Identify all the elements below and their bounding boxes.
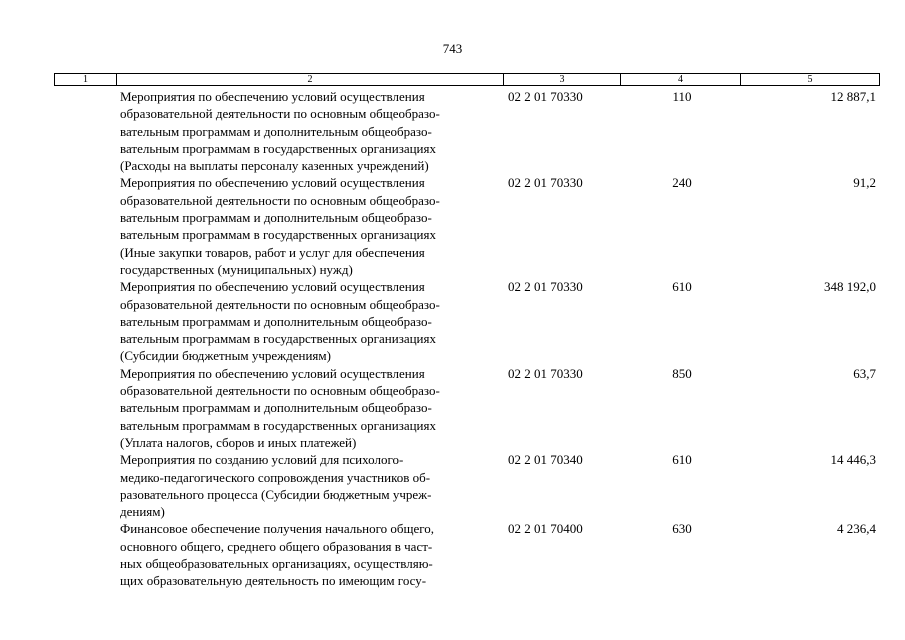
column-header-5: 5 xyxy=(740,74,879,85)
row-description: Мероприятия по обеспечению условий осуществления образовательной деятельности по основным общеобразо- вательным программам и дополнительным общеобразо- вательным программам в государственных организациях (Субсидии бюджетным учреждениям) xyxy=(120,279,440,364)
row-amount: 12 887,1 xyxy=(830,89,876,104)
row-description: Мероприятия по обеспечению условий осуществления образовательной деятельности по основным общеобразо- вательным программам и дополнительным общеобразо- вательным программам в государственных организациях (Уплата налогов, сборов и иных платежей) xyxy=(120,365,440,450)
row-code: 02 2 01 70400 xyxy=(508,521,583,537)
row-code: 02 2 01 70340 xyxy=(508,452,583,468)
table-header-row xyxy=(54,73,880,86)
row-code: 02 2 01 70330 xyxy=(508,89,583,104)
row-expense-type: 610 xyxy=(672,452,692,468)
page-number: 743 xyxy=(442,41,463,56)
table-row xyxy=(0,520,905,589)
column-header-2: 2 xyxy=(116,74,503,85)
table-row xyxy=(0,278,905,364)
row-code: 02 2 01 70330 xyxy=(508,279,583,295)
row-description: Финансовое обеспечение получения начального общего, основного общего, среднего общего образования в част- ных общеобразовательных организациях, осуществляю- щих образовательную деятельность по имеющим госу- xyxy=(120,521,434,589)
table-body xyxy=(0,88,905,590)
column-header-4: 4 xyxy=(620,74,740,85)
row-amount: 4 236,4 xyxy=(837,521,876,537)
row-expense-type: 630 xyxy=(672,521,692,537)
row-code: 02 2 01 70330 xyxy=(508,365,583,381)
row-expense-type: 850 xyxy=(672,365,692,381)
row-amount: 63,7 xyxy=(853,365,876,381)
column-header-1: 1 xyxy=(83,74,88,85)
row-code: 02 2 01 70330 xyxy=(508,175,583,191)
row-amount: 348 192,0 xyxy=(824,279,876,295)
table-row xyxy=(0,174,905,278)
table-row xyxy=(0,365,905,451)
row-expense-type: 240 xyxy=(672,175,692,191)
row-description: Мероприятия по обеспечению условий осуществления образовательной деятельности по основным общеобразо- вательным программам и дополнительным общеобразо- вательным программам в государственных организациях (Иные закупки товаров, работ и услуг для обеспечения государственных (муниципальных) нужд) xyxy=(120,175,440,277)
row-amount: 91,2 xyxy=(853,175,876,191)
row-amount: 14 446,3 xyxy=(830,452,876,468)
table-row xyxy=(0,451,905,520)
row-expense-type: 610 xyxy=(672,279,692,295)
row-description: Мероприятия по обеспечению условий осуществления образовательной деятельности по основным общеобразо- вательным программам и дополнительным общеобразо- вательным программам в государственных организациях (Расходы на выплаты персоналу казенных учреждений) xyxy=(120,89,440,174)
row-description: Мероприятия по созданию условий для психолого- медико-педагогического сопровождения участников об- разовательного процесса (Субсидии бюджетным учреж- дениям) xyxy=(120,452,432,520)
table-row xyxy=(0,88,905,174)
column-header-3: 3 xyxy=(503,74,620,85)
row-expense-type: 110 xyxy=(672,89,692,104)
